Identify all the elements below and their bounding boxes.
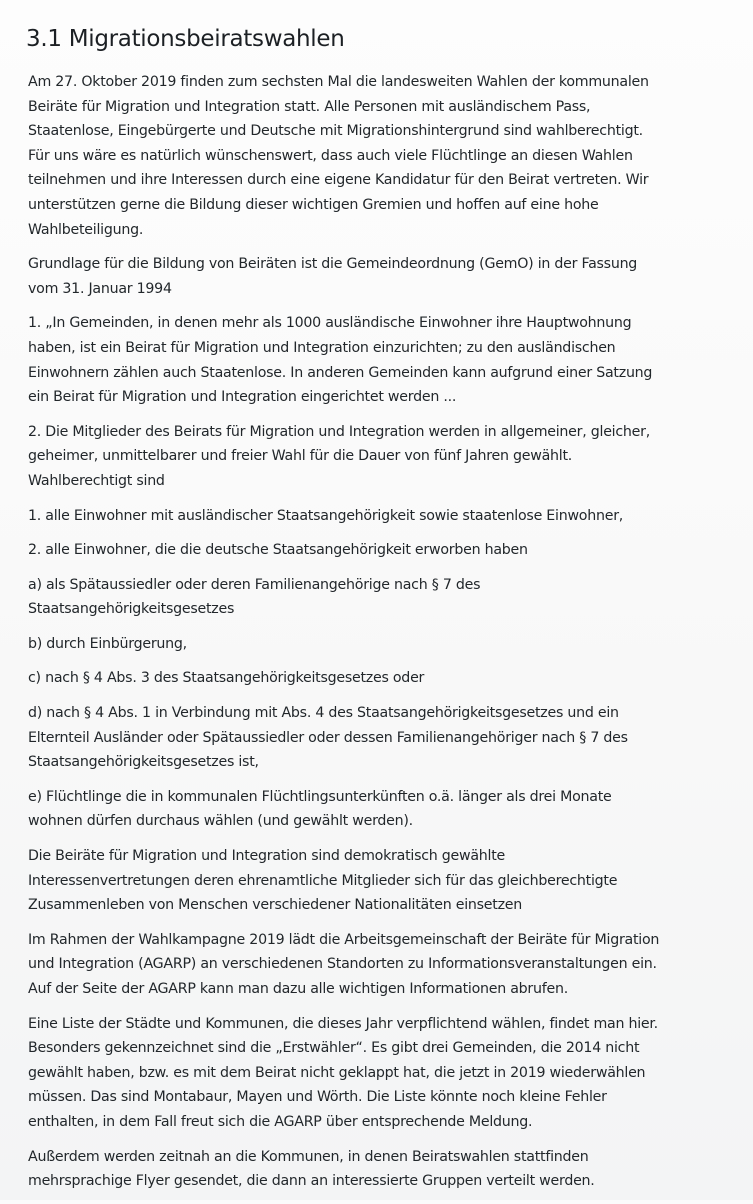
text-line: geheimer, unmittelbarer und freier Wahl für die Dauer von fünf Jahren gewählt. [28,448,573,465]
text-line: Wahlbeteiligung. [28,221,144,238]
paragraph [28,538,737,563]
paragraph [28,701,737,775]
text-line: 2. Die Mitglieder des Beirats für Migration und Integration werden in allgemeiner, gleicher, [28,423,650,440]
text-line: ein Beirat für Migration und Integration eingerichtet werden ... [28,389,457,406]
document-content [22,24,737,1204]
paragraph [28,844,737,918]
text-line: 1. „In Gemeinden, in denen mehr als 1000 ausländische Einwohner ihre Hauptwohnung [28,315,632,332]
paragraph-list [22,70,737,1194]
paragraph [28,1145,737,1194]
paragraph [28,928,737,1002]
text-line: wohnen dürfen durchaus wählen (und gewählt werden). [28,813,413,830]
text-line: mehrsprachige Flyer gesendet, die dann an interessierte Gruppen verteilt werden. [28,1173,595,1190]
text-line: Die Beiräte für Migration und Integration sind demokratisch gewählte [28,848,506,865]
text-line: a) als Spätaussiedler oder deren Familienangehörige nach § 7 des [28,576,481,593]
text-line: Auf der Seite der AGARP kann man dazu alle wichtigen Informationen abrufen. [28,981,568,997]
text-line: Beiräte für Migration und Integration statt. Alle Personen mit ausländischem Pass, [28,98,591,115]
text-line: Staatsangehörigkeitsgesetzes ist, [28,754,259,771]
text-line: gewählt haben, bzw. es mit dem Beirat nicht geklappt hat, die jetzt in 2019 wiederwählen [28,1064,646,1081]
text-line: Am 27. Oktober 2019 finden zum sechsten Mal die landesweiten Wahlen der kommunalen [28,74,649,90]
text-line: Für uns wäre es natürlich wünschenswert, dass auch viele Flüchtlinge an diesen Wahlen [28,147,633,164]
text-line: Wahlberechtigt sind [28,472,165,489]
text-line: enthalten, in dem Fall freut sich die AGARP über entsprechende Meldung. [28,1113,533,1130]
text-line: Zusammenleben von Menschen verschiedener Nationalitäten einsetzen [28,897,523,914]
paragraph [28,420,737,494]
paragraph [28,70,737,242]
text-line: Elternteil Ausländer oder Spätaussiedler oder dessen Familienangehöriger nach § 7 des [28,729,628,746]
paragraph [28,573,737,622]
text-line: 2. alle Einwohner, die die deutsche Staatsangehörigkeit erworben haben [28,542,528,559]
paragraph [28,666,737,691]
section-heading: 3.1 Migrationsbeiratswahlen [26,26,345,52]
text-line: Staatenlose, Eingebürgerte und Deutsche mit Migrationshintergrund sind wahlberechtigt. [28,123,643,140]
paragraph [28,632,737,657]
text-line: müssen. Das sind Montabaur, Mayen und Wörth. Die Liste könnte noch kleine Fehler [28,1089,607,1106]
text-line: Staatsangehörigkeitsgesetzes [28,601,235,618]
paragraph [28,785,737,834]
text-line: Außerdem werden zeitnah an die Kommunen, in denen Beiratswahlen stattfinden [28,1148,589,1165]
text-line: Grundlage für die Bildung von Beiräten ist die Gemeindeordnung (GemO) in der Fassung [28,256,638,273]
text-line: haben, ist ein Beirat für Migration und Integration einzurichten; zu den ausländischen [28,339,616,356]
text-line: b) durch Einbürgerung, [28,635,187,652]
paragraph [28,311,737,409]
paragraph [28,252,737,301]
text-line: Besonders gekennzeichnet sind die „Erstwähler“. Es gibt drei Gemeinden, die 2014 nicht [28,1040,640,1057]
text-line: Eine Liste der Städte und Kommunen, die dieses Jahr verpflichtend wählen, findet man hier. [28,1015,658,1032]
text-line: Interessenvertretungen deren ehrenamtliche Mitglieder sich für das gleichberechtigte [28,872,618,889]
paragraph [28,504,737,529]
text-line: teilnehmen und ihre Interessen durch eine eigene Kandidatur für den Beirat vertreten. Wir [28,172,649,189]
text-line: vom 31. Januar 1994 [28,280,172,297]
text-line: e) Flüchtlinge die in kommunalen Flüchtlingsunterkünften o.ä. länger als drei Monate [28,788,612,805]
text-line: 1. alle Einwohner mit ausländischer Staatsangehörigkeit sowie staatenlose Einwohner, [28,507,624,524]
text-line: unterstützen gerne die Bildung dieser wichtigen Gremien und hoffen auf eine hohe [28,196,599,213]
text-line: d) nach § 4 Abs. 1 in Verbindung mit Abs. 4 des Staatsangehörigkeitsgesetzes und ein [28,705,619,722]
text-line: c) nach § 4 Abs. 3 des Staatsangehörigkeitsgesetzes oder [28,670,425,687]
text-line: Einwohnern zählen auch Staatenlose. In anderen Gemeinden kann aufgrund einer Satzung [28,364,653,381]
text-line: Im Rahmen der Wahlkampagne 2019 lädt die Arbeitsgemeinschaft der Beiräte für Migration [28,931,660,948]
paragraph [28,1012,737,1135]
text-line: und Integration (AGARP) an verschiedenen Standorten zu Informationsveranstaltungen ein. [28,956,657,973]
